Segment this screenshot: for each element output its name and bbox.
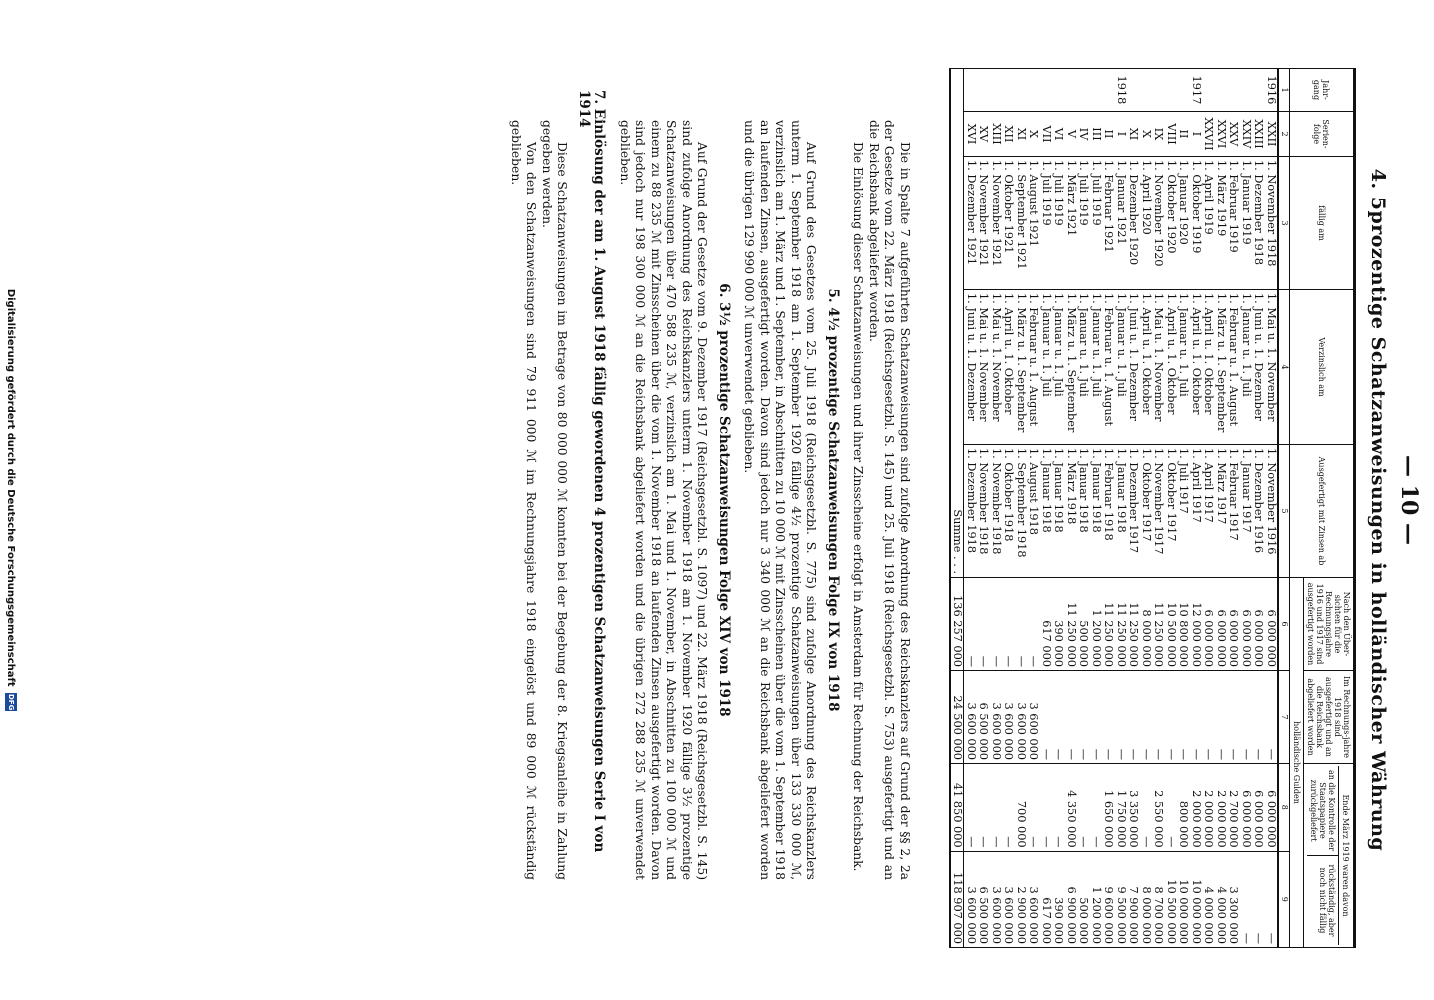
- cell-c9: 10 000 000: [1177, 851, 1190, 947]
- cell-y: [1215, 69, 1228, 112]
- table-row: [977, 69, 990, 948]
- cell-c6: 500 000: [1077, 578, 1090, 671]
- cell-c9: 4 000 000: [1215, 851, 1228, 947]
- cell-c9: 3 600 000: [1002, 851, 1015, 947]
- cell-c8: —: [1052, 764, 1065, 852]
- cell-f: 1. Februar 1921: [1102, 157, 1115, 290]
- table-row: [1065, 69, 1078, 948]
- cell-y: [1015, 69, 1028, 112]
- cell-s: V: [1065, 112, 1078, 157]
- cell-y: [1152, 69, 1165, 112]
- cell-c7: 3 600 000: [990, 671, 1003, 764]
- cell-y: [1065, 69, 1078, 112]
- cell-c6: 6 000 000: [1215, 578, 1228, 671]
- cell-f: 1. August 1921: [1027, 157, 1040, 290]
- sum-c6: 136 257 000: [950, 578, 964, 671]
- cell-c7: 3 600 000: [1015, 671, 1028, 764]
- cell-y: [1140, 69, 1153, 112]
- cell-c7: —: [1040, 671, 1053, 764]
- cell-v: 1. März u. 1. September: [1215, 290, 1228, 445]
- colnum: 9: [1278, 851, 1290, 947]
- cell-c8: 1 750 000: [1115, 764, 1128, 852]
- section-title: 4. 5prozentige Schatzanweisungen in holländischer Währung: [1367, 168, 1389, 852]
- cell-c7: —: [1077, 671, 1090, 764]
- cell-a: 1. Januar 1918: [1040, 445, 1053, 578]
- cell-v: 1. Mai u. 1. November: [1152, 290, 1165, 445]
- cell-c9: 3 600 000: [990, 851, 1003, 947]
- cell-s: XV: [977, 112, 990, 157]
- sum-c9: 118 907 000: [950, 851, 964, 947]
- cell-v: 1. Juni u. 1. Dezember: [964, 290, 977, 445]
- table-row: [1052, 69, 1065, 948]
- cell-y: [990, 69, 1003, 112]
- cell-c6: 1 200 000: [1090, 578, 1103, 671]
- cell-f: 1. November 1921: [977, 157, 990, 290]
- cell-a: 1. November 1918: [977, 445, 990, 578]
- cell-a: 1. Oktober 1918: [1002, 445, 1015, 578]
- cell-v: 1. Juni u. 1. Dezember: [1252, 290, 1265, 445]
- cell-c9: 3 600 000: [964, 851, 977, 947]
- cell-c8: 2 700 000: [1227, 764, 1240, 852]
- cell-y: [1240, 69, 1253, 112]
- cell-f: 1. Dezember 1918: [1252, 157, 1265, 290]
- cell-s: II: [1177, 112, 1190, 157]
- sum-c7: 24 500 000: [950, 671, 964, 764]
- cell-v: 1. Mai u. 1. November: [990, 290, 1003, 445]
- cell-c7: —: [1202, 671, 1215, 764]
- cell-c8: —: [990, 764, 1003, 852]
- cell-y: [1077, 69, 1090, 112]
- cell-c8: —: [1165, 764, 1178, 852]
- cell-s: XI: [1015, 112, 1028, 157]
- header-verzinslich: Verzinslich am: [1290, 290, 1355, 445]
- cell-c8: —: [1002, 764, 1015, 852]
- paragraph: Diese Schatzanweisungen im Betrage von 80 000 000 ℳ konnten bei der Begebung der 8. Kriegsanleihe in Zahlung gegeben werden.: [540, 120, 570, 880]
- cell-c7: 3 600 000: [1002, 671, 1015, 764]
- cell-f: 1. Januar 1920: [1177, 157, 1190, 290]
- header-ausgefertigt: Ausgefertigt mit Zinsen ab: [1290, 445, 1355, 578]
- table-row: [1215, 69, 1228, 948]
- cell-c6: 617 000: [1040, 578, 1053, 671]
- cell-c9: —: [1252, 851, 1265, 947]
- cell-c8: —: [977, 764, 990, 852]
- colnum: 1: [1278, 69, 1290, 112]
- cell-a: 1. Dezember 1916: [1252, 445, 1265, 578]
- cell-c8: 6 000 000: [1252, 764, 1265, 852]
- cell-c8: 6 000 000: [1240, 764, 1253, 852]
- cell-c7: —: [1252, 671, 1265, 764]
- footer-credit: [5, 0, 17, 1000]
- cell-f: 1. März 1921: [1065, 157, 1078, 290]
- header-col6: Nach den Über-sichten für die Rechnungsjahre 1916 und 1917 sind ausgefertigt worden: [1304, 578, 1355, 671]
- cell-f: 1. November 1918: [1265, 157, 1279, 290]
- table-row: [1115, 69, 1128, 948]
- cell-c6: 390 000: [1052, 578, 1065, 671]
- cell-a: 1. Dezember 1917: [1127, 445, 1140, 578]
- cell-s: XII: [1002, 112, 1015, 157]
- cell-c8: —: [1090, 764, 1103, 852]
- cell-c6: —: [1015, 578, 1028, 671]
- header-jahrgang: Jahr-gang: [1290, 69, 1355, 112]
- cell-a: 1. Juli 1917: [1177, 445, 1190, 578]
- table-row: [1202, 69, 1215, 948]
- cell-y: [1252, 69, 1265, 112]
- table-row: [1177, 69, 1190, 948]
- cell-c7: —: [1265, 671, 1279, 764]
- cell-c7: —: [1052, 671, 1065, 764]
- table-row: [1077, 69, 1090, 948]
- cell-v: 1. Mai u. 1. November: [1265, 290, 1279, 445]
- cell-c8: 3 350 000: [1127, 764, 1140, 852]
- cell-f: 1. Februar 1919: [1227, 157, 1240, 290]
- table-body: [950, 69, 1290, 948]
- cell-c7: 6 500 000: [977, 671, 990, 764]
- table-row: [1240, 69, 1253, 948]
- sum-c8: 41 850 000: [950, 764, 964, 852]
- cell-c6: 11 250 000: [1115, 578, 1128, 671]
- section-heading-7: 7. Einlösung der am 1. August 1918 fällig gewordenen 4 prozentigen Schatzanweisungen Serie I von 1914: [576, 90, 608, 853]
- cell-v: 1. Januar u. 1. Juli: [1177, 290, 1190, 445]
- cell-c9: 6 500 000: [977, 851, 990, 947]
- cell-c9: 3 300 000: [1227, 851, 1240, 947]
- cell-c8: 4 350 000: [1065, 764, 1078, 852]
- cell-f: 1. Januar 1919: [1240, 157, 1253, 290]
- cell-s: IV: [1077, 112, 1090, 157]
- cell-y: [1002, 69, 1015, 112]
- cell-f: 1. März 1919: [1215, 157, 1228, 290]
- cell-c7: —: [1227, 671, 1240, 764]
- cell-c7: 3 600 000: [1027, 671, 1040, 764]
- header-group-label: Ende März 1919 waren davon: [1341, 794, 1350, 917]
- table-row: [1227, 69, 1240, 948]
- cell-c6: 11 250 000: [1127, 578, 1140, 671]
- cell-a: 1. November 1918: [990, 445, 1003, 578]
- header-serienfolge: Serien-folge: [1290, 112, 1355, 157]
- header-col9: rückständig, aber noch nicht fällig: [1318, 864, 1336, 937]
- cell-v: 1. Mai u. 1. November: [977, 290, 990, 445]
- cell-y: [1027, 69, 1040, 112]
- section-heading-5: 5. 4½ prozentige Schatzanweisungen Folge IX von 1918: [825, 288, 841, 712]
- cell-s: III: [1090, 112, 1103, 157]
- cell-c7: —: [1215, 671, 1228, 764]
- column-number-row: [1278, 69, 1290, 948]
- cell-c6: 6 000 000: [1252, 578, 1265, 671]
- paragraph: Auf Grund des Gesetzes vom 25. Juli 1918 (Reichsgesetzbl. S. 775) sind zufolge Anordnung des Reichskanzlers unterm 1. September 1918 am 1. September 1920 fällige 4½ prozentige Schatzanweisungen über 133 330 000 ℳ, verzinslich am 1. März und 1. September, in Abschnitten zu 10 000 ℳ mit Zinsscheinen über die vom 1. September 1918 an laufenden Zinsen, ausgefertigt worden. Davon sind jedoch nur 3 340 000 ℳ an die Reichsbank abgeliefert worden und die übrigen 129 990 000 ℳ unverwendet geblieben.: [742, 120, 819, 880]
- table-row: [1252, 69, 1265, 948]
- cell-y: [1202, 69, 1215, 112]
- cell-c6: 12 000 000: [1190, 578, 1203, 671]
- cell-y: [1102, 69, 1115, 112]
- cell-c6: 6 000 000: [1240, 578, 1253, 671]
- cell-f: 1. Juli 1919: [1052, 157, 1065, 290]
- cell-s: VII: [1040, 112, 1053, 157]
- cell-c6: 11 250 000: [1152, 578, 1165, 671]
- cell-c7: —: [1115, 671, 1128, 764]
- cell-a: 1. Januar 1918: [1052, 445, 1065, 578]
- table-row: [1002, 69, 1015, 948]
- header-group-end-march: [1304, 764, 1355, 948]
- cell-a: 1. September 1918: [1015, 445, 1028, 578]
- cell-c7: —: [1090, 671, 1103, 764]
- cell-a: 1. Februar 1918: [1102, 445, 1115, 578]
- cell-c8: 800 000: [1177, 764, 1190, 852]
- cell-c8: —: [1140, 764, 1153, 852]
- header-col8: an die Kontrolle der Staatspapiere zurückgeliefert: [1307, 766, 1338, 856]
- cell-a: 1. April 1917: [1202, 445, 1215, 578]
- cell-c9: 6 900 000: [1065, 851, 1078, 947]
- cell-s: VIII: [1165, 112, 1178, 157]
- header-col7: Im Rechnungs-jahre 1918 sind ausgefertigt und an die Reichsbank abgeliefert worden: [1304, 671, 1355, 764]
- table-row: [1265, 69, 1279, 948]
- table-row: [1152, 69, 1165, 948]
- cell-s: VI: [1052, 112, 1065, 157]
- cell-f: 1. Juli 1919: [1077, 157, 1090, 290]
- cell-a: 1. November 1917: [1152, 445, 1165, 578]
- cell-c6: 6 000 000: [1202, 578, 1215, 671]
- page-number: — 10 —: [1396, 455, 1422, 545]
- dfg-logo: DFG: [7, 694, 15, 711]
- cell-s: I: [1115, 112, 1128, 157]
- cell-v: 1. Januar u. 1. Juli: [1090, 290, 1103, 445]
- cell-y: [1090, 69, 1103, 112]
- cell-s: X: [1027, 112, 1040, 157]
- cell-c6: 6 000 000: [1227, 578, 1240, 671]
- cell-y: [1040, 69, 1053, 112]
- cell-c9: 8 000 000: [1140, 851, 1153, 947]
- cell-f: 1. September 1921: [1015, 157, 1028, 290]
- cell-v: 1. Juni u. 1. Dezember: [1127, 290, 1140, 445]
- colnum: 7: [1278, 671, 1290, 764]
- cell-f: 1. Oktober 1919: [1190, 157, 1203, 290]
- cell-s: XVI: [964, 112, 977, 157]
- cell-c6: 11 250 000: [1102, 578, 1115, 671]
- header-unit: holländische Gulden: [1290, 578, 1304, 948]
- body-text: [508, 90, 913, 880]
- cell-a: 1. Dezember 1918: [964, 445, 977, 578]
- cell-c8: —: [1040, 764, 1053, 852]
- cell-s: XXIII: [1252, 112, 1265, 157]
- cell-s: II: [1102, 112, 1115, 157]
- cell-c9: 500 000: [1077, 851, 1090, 947]
- colnum: 5: [1278, 445, 1290, 578]
- cell-v: 1. Januar u. 1. Juli: [1240, 290, 1253, 445]
- cell-c8: —: [964, 764, 977, 852]
- cell-c8: —: [1077, 764, 1090, 852]
- cell-c6: —: [977, 578, 990, 671]
- cell-f: 1. Juli 1919: [1090, 157, 1103, 290]
- cell-a: 1. Oktober 1917: [1140, 445, 1153, 578]
- cell-v: 1. Februar u. 1. August: [1027, 290, 1040, 445]
- cell-s: IX: [1152, 112, 1165, 157]
- table-row: [1190, 69, 1203, 948]
- header-faellig: fällig am: [1290, 157, 1355, 290]
- colnum: 2: [1278, 112, 1290, 157]
- cell-v: 1. Januar u. 1. Juli: [1077, 290, 1090, 445]
- cell-v: 1. Januar u. 1. Juli: [1115, 290, 1128, 445]
- cell-c7: —: [1190, 671, 1203, 764]
- cell-a: 1. Januar 1918: [1077, 445, 1090, 578]
- cell-s: I: [1190, 112, 1203, 157]
- cell-c8: 2 000 000: [1190, 764, 1203, 852]
- table-row: [1015, 69, 1028, 948]
- colnum: 6: [1278, 578, 1290, 671]
- colnum: 8: [1278, 764, 1290, 852]
- cell-v: 1. Februar u. 1. August: [1227, 290, 1240, 445]
- cell-f: 1. Januar 1921: [1115, 157, 1128, 290]
- sum-row: [950, 69, 964, 948]
- section-heading-6: 6. 3½ prozentige Schatzanweisungen Folge XIV von 1918: [716, 283, 732, 717]
- cell-c9: 9 500 000: [1115, 851, 1128, 947]
- cell-f: 1. November 1920: [1152, 157, 1165, 290]
- cell-c7: —: [1165, 671, 1178, 764]
- cell-c9: 10 000 000: [1190, 851, 1203, 947]
- securities-table: [949, 68, 1356, 948]
- cell-s: XIII: [990, 112, 1003, 157]
- cell-c7: —: [1240, 671, 1253, 764]
- colnum: 3: [1278, 157, 1290, 290]
- cell-c6: 10 500 000: [1165, 578, 1178, 671]
- cell-y: [1165, 69, 1178, 112]
- cell-c9: 390 000: [1052, 851, 1065, 947]
- cell-a: 1. Februar 1917: [1227, 445, 1240, 578]
- table-row: [964, 69, 977, 948]
- cell-s: XXV: [1227, 112, 1240, 157]
- cell-c8: 2 000 000: [1202, 764, 1215, 852]
- cell-c6: —: [1027, 578, 1040, 671]
- cell-v: 1. Januar u. 1. Juli: [1040, 290, 1053, 445]
- colnum: 4: [1278, 290, 1290, 445]
- cell-c6: —: [964, 578, 977, 671]
- cell-c9: 1 200 000: [1090, 851, 1103, 947]
- cell-a: 1. Januar 1918: [1090, 445, 1103, 578]
- cell-y: [1127, 69, 1140, 112]
- cell-v: 1. März u. 1. September: [1065, 290, 1078, 445]
- cell-c8: —: [1027, 764, 1040, 852]
- cell-c6: —: [990, 578, 1003, 671]
- cell-y: [1227, 69, 1240, 112]
- cell-c6: —: [1002, 578, 1015, 671]
- cell-f: 1. November 1921: [990, 157, 1003, 290]
- cell-s: XXIV: [1240, 112, 1253, 157]
- paragraph: Von den Schatzanweisungen sind 79 911 000 ℳ im Rechnungsjahre 1918 eingelöst und 89 000 ℳ rückständig geblieben.: [509, 120, 539, 880]
- cell-f: 1. April 1920: [1140, 157, 1153, 290]
- cell-c6: 8 000 000: [1140, 578, 1153, 671]
- cell-c8: 700 000: [1015, 764, 1028, 852]
- cell-y: [1052, 69, 1065, 112]
- cell-c9: 4 000 000: [1202, 851, 1215, 947]
- cell-s: XXVI: [1215, 112, 1228, 157]
- cell-c9: —: [1265, 851, 1279, 947]
- cell-f: 1. April 1919: [1202, 157, 1215, 290]
- cell-c8: 1 650 000: [1102, 764, 1115, 852]
- table-row: [1027, 69, 1040, 948]
- cell-f: 1. Dezember 1921: [964, 157, 977, 290]
- cell-f: 1. Juli 1919: [1040, 157, 1053, 290]
- cell-s: XI: [1127, 112, 1140, 157]
- cell-y: [964, 69, 977, 112]
- cell-a: 1. Oktober 1917: [1165, 445, 1178, 578]
- sum-label: Summe . . .: [950, 69, 964, 578]
- cell-c7: —: [1140, 671, 1153, 764]
- cell-c7: —: [1102, 671, 1115, 764]
- table-row: [990, 69, 1003, 948]
- table-row: [1090, 69, 1103, 948]
- cell-f: 1. Dezember 1920: [1127, 157, 1140, 290]
- cell-c8: 2 000 000: [1215, 764, 1228, 852]
- cell-c7: —: [1065, 671, 1078, 764]
- cell-c8: 6 000 000: [1265, 764, 1279, 852]
- cell-v: 1. April u. 1. Oktober: [1165, 290, 1178, 445]
- footer-text: Digitalisierung gefördert durch die Deutsche Forschungsgemeinschaft: [5, 288, 16, 687]
- cell-a: 1. Januar 1917: [1240, 445, 1253, 578]
- cell-y: [977, 69, 990, 112]
- cell-f: 1. Oktober 1920: [1165, 157, 1178, 290]
- cell-c7: 3 600 000: [964, 671, 977, 764]
- cell-c6: 6 000 000: [1265, 578, 1279, 671]
- cell-a: 1. Januar 1918: [1115, 445, 1128, 578]
- cell-v: 1. April u. 1. Oktober: [1002, 290, 1015, 445]
- table-row: [1140, 69, 1153, 948]
- cell-c7: —: [1177, 671, 1190, 764]
- cell-y: 1917: [1190, 69, 1203, 112]
- cell-c7: —: [1152, 671, 1165, 764]
- cell-c9: 10 500 000: [1165, 851, 1178, 947]
- cell-y: [1177, 69, 1190, 112]
- paragraph: Die Einlösung dieser Schatzanweisungen und ihrer Zinsscheine erfolgt in Amsterdam für Rechnung der Reichsbank.: [851, 142, 866, 872]
- cell-v: 1. April u. 1. Oktober: [1140, 290, 1153, 445]
- table-row: [1040, 69, 1053, 948]
- cell-s: X: [1140, 112, 1153, 157]
- cell-c6: 10 800 000: [1177, 578, 1190, 671]
- cell-c9: 8 700 000: [1152, 851, 1165, 947]
- cell-a: 1. März 1918: [1065, 445, 1078, 578]
- cell-s: XXVII: [1202, 112, 1215, 157]
- cell-a: 1. März 1917: [1215, 445, 1228, 578]
- cell-y: 1916: [1265, 69, 1279, 112]
- table-row: [1127, 69, 1140, 948]
- table-row: [1102, 69, 1115, 948]
- table-row: [1165, 69, 1178, 948]
- cell-c9: —: [1240, 851, 1253, 947]
- cell-a: 1. April 1917: [1190, 445, 1203, 578]
- cell-c9: 617 000: [1040, 851, 1053, 947]
- cell-c9: 3 600 000: [1027, 851, 1040, 947]
- cell-f: 1. Oktober 1921: [1002, 157, 1015, 290]
- cell-c7: —: [1127, 671, 1140, 764]
- cell-v: 1. März u. 1. September: [1015, 290, 1028, 445]
- cell-a: 1. August 1918: [1027, 445, 1040, 578]
- cell-c6: 11 250 000: [1065, 578, 1078, 671]
- paragraph: Die in Spalte 7 aufgeführten Schatzanweisungen sind zufolge Anordnung des Reichskanzlers auf Grund der §§ 2, 2a der Gesetze vom 22. März 1918 (Reichsgesetzbl. S. 145) und 25. Juli 1918 (Reichsgesetzbl. S. 753) ausgefertigt und an die Reichsbank abgeliefert worden.: [867, 120, 912, 880]
- cell-v: 1. April u. 1. Oktober: [1202, 290, 1215, 445]
- cell-v: 1. April u. 1. Oktober: [1190, 290, 1203, 445]
- cell-c9: 2 900 000: [1015, 851, 1028, 947]
- cell-s: XXII: [1265, 112, 1279, 157]
- cell-c9: 7 900 000: [1127, 851, 1140, 947]
- paragraph: Auf Grund der Gesetze vom 9. Dezember 1917 (Reichsgesetzbl. S. 1097) und 22. März 1918 (Reichsgesetzbl. S. 145) sind zufolge Anordnung des Reichskanzlers unterm 1. November 1918 am 1. November 1920 fällige 3½ prozentige Schatzanweisungen über 470 588 235 ℳ, verzinslich am 1. Mai und 1. November, in Abschnitten zu 100 000 ℳ und einem zu 88 235 ℳ mit Zinsscheinen über die vom 1. November 1918 an laufenden Zinsen ausgefertigt worden. Davon sind jedoch nur 198 300 000 ℳ an die Reichsbank abgeliefert worden und die übrigen 272 288 235 ℳ unverwendet geblieben.: [618, 120, 710, 880]
- cell-v: 1. Februar u. 1. August: [1102, 290, 1115, 445]
- cell-c8: 2 550 000: [1152, 764, 1165, 852]
- cell-c9: 9 600 000: [1102, 851, 1115, 947]
- cell-a: 1. November 1916: [1265, 445, 1279, 578]
- cell-y: 1918: [1115, 69, 1128, 112]
- cell-v: 1. Januar u. 1. Juli: [1052, 290, 1065, 445]
